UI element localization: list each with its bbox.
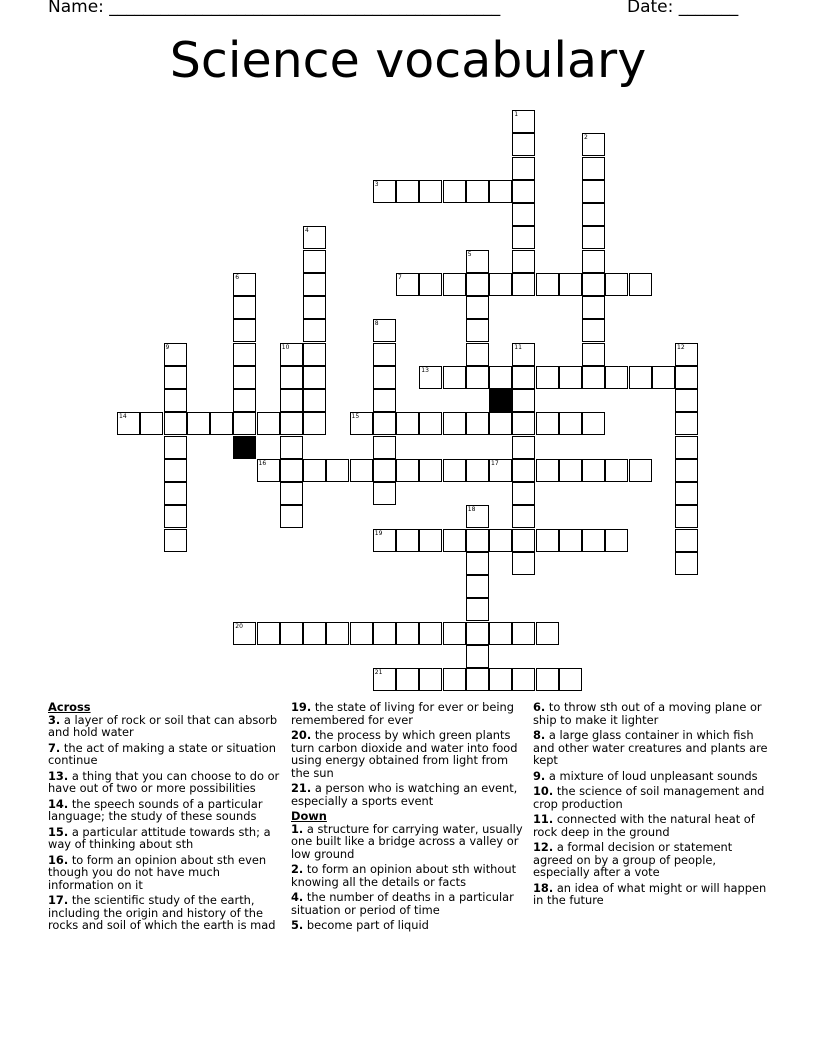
grid-cell[interactable] [582,273,605,296]
across-clue [48,798,284,823]
grid-cell[interactable] [559,273,582,296]
grid-cell[interactable] [675,343,698,366]
across-clue [48,826,284,851]
grid-cell[interactable] [512,133,535,156]
clue-text: the speech sounds of a particular language; the study of these sounds [48,796,263,823]
grid-cell[interactable] [466,319,489,342]
clue-text: the act of making a state or situation continue [48,740,276,767]
grid-cell[interactable] [164,343,187,366]
grid-cell[interactable] [466,273,489,296]
grid-cell[interactable] [466,645,489,668]
clue-text: a structure for carrying water, usually one built like a bridge across a valley or low ground [291,821,523,861]
grid-cell[interactable] [512,203,535,226]
grid-cell[interactable] [350,459,373,482]
grid-cell[interactable] [652,366,675,389]
grid-cell[interactable] [582,250,605,273]
grid-cell[interactable] [140,412,163,435]
grid-cell[interactable] [675,505,698,528]
clue-num: 8. [533,728,546,742]
grid-cell[interactable] [419,668,442,691]
grid-cell[interactable] [629,366,652,389]
grid-cell[interactable] [280,343,303,366]
grid-cell[interactable] [303,319,326,342]
grid-cell[interactable] [582,412,605,435]
down-clue [291,863,527,888]
grid-cell[interactable] [373,366,396,389]
grid-cell[interactable] [605,459,628,482]
grid-cell[interactable] [303,459,326,482]
grid-cell[interactable] [164,436,187,459]
grid-cell[interactable] [233,296,256,319]
grid-cell[interactable] [164,366,187,389]
grid-cell[interactable] [559,412,582,435]
grid-cell[interactable] [164,482,187,505]
grid-cell[interactable] [489,180,512,203]
grid-cell[interactable] [396,459,419,482]
grid-cell[interactable] [396,273,419,296]
clue-num: 11. [533,812,554,826]
grid-cell[interactable] [164,389,187,412]
clue-num: 21. [291,781,312,795]
clue-num: 15. [48,824,69,839]
clue-number: 8 [374,320,379,328]
down-clue [533,785,769,810]
grid-cell[interactable] [605,529,628,552]
clue-number: 11 [514,343,522,351]
grid-cell[interactable] [303,273,326,296]
grid-cell[interactable] [582,296,605,319]
grid-cell[interactable] [605,366,628,389]
clue-number: 17 [491,459,499,467]
clue-text: a thing that you can choose to do or have out of two or more possibilities [48,768,280,795]
clue-num: 1. [291,821,304,836]
grid-cell[interactable] [373,668,396,691]
grid-cell[interactable] [164,459,187,482]
grid-cell[interactable] [536,459,559,482]
across-clue [48,770,284,795]
grid-cell[interactable] [233,622,256,645]
grid-cell[interactable] [512,250,535,273]
clue-num: 16. [48,852,69,867]
grid-cell[interactable] [512,110,535,133]
grid-cell[interactable] [582,319,605,342]
grid-cell[interactable] [512,459,535,482]
grid-cell[interactable] [280,505,303,528]
grid-cell[interactable] [303,389,326,412]
grid-cell[interactable] [675,389,698,412]
grid-cell[interactable] [164,412,187,435]
grid-cell[interactable] [443,180,466,203]
grid-cell[interactable] [675,529,698,552]
clue-number: 14 [119,413,127,421]
grid-cell[interactable] [373,319,396,342]
grid-cell[interactable] [512,343,535,366]
grid-cell[interactable] [443,366,466,389]
grid-cell[interactable] [117,412,140,435]
grid-cell[interactable] [466,668,489,691]
black-square [489,389,512,412]
name-blank[interactable]: ______________________________________________ [109,0,501,17]
clue-text: the science of soil management and crop production [533,784,765,811]
grid-cell[interactable] [489,622,512,645]
grid-cell[interactable] [396,529,419,552]
grid-cell[interactable] [512,482,535,505]
grid-cell[interactable] [512,668,535,691]
clue-text: to throw sth out of a moving plane or ship to make it lighter [533,700,762,727]
clue-text: the state of living for ever or being remembered for ever [291,700,514,727]
grid-cell[interactable] [582,459,605,482]
grid-cell[interactable] [466,575,489,598]
grid-cell[interactable] [303,296,326,319]
grid-cell[interactable] [373,482,396,505]
grid-cell[interactable] [419,412,442,435]
clue-section-heading: Across [48,700,91,714]
down-clue [291,823,527,861]
down-clue [291,919,527,932]
grid-cell[interactable] [303,343,326,366]
grid-cell[interactable] [466,459,489,482]
grid-cell[interactable] [536,366,559,389]
across-clue [291,701,527,726]
grid-cell[interactable] [582,529,605,552]
grid-cell[interactable] [257,622,280,645]
grid-cell[interactable] [466,622,489,645]
grid-cell[interactable] [303,366,326,389]
across-clue [48,854,284,892]
name-label: Name: [48,0,104,17]
grid-cell[interactable] [512,157,535,180]
page-title: Science vocabulary [169,32,647,89]
down-clue [533,882,769,907]
grid-cell[interactable] [512,552,535,575]
grid-cell[interactable] [466,250,489,273]
grid-cell[interactable] [559,459,582,482]
clue-number: 10 [281,343,290,351]
grid-cell[interactable] [419,273,442,296]
across-clue [48,742,284,767]
grid-cell[interactable] [605,273,628,296]
grid-cell[interactable] [396,180,419,203]
down-clue [533,841,769,879]
clue-text: a mixture of loud unpleasant sounds [548,768,758,783]
clue-number: 2 [584,134,588,142]
grid-cell[interactable] [280,622,303,645]
grid-cell[interactable] [489,529,512,552]
grid-cell[interactable] [280,482,303,505]
grid-cell[interactable] [512,622,535,645]
grid-cell[interactable] [443,412,466,435]
clue-text: a layer of rock or soil that can absorb and hold water [48,712,278,739]
down-clue [533,729,769,767]
grid-cell[interactable] [373,180,396,203]
grid-cell[interactable] [233,366,256,389]
grid-cell[interactable] [559,366,582,389]
grid-cell[interactable] [466,296,489,319]
grid-cell[interactable] [326,459,349,482]
black-square [233,436,256,459]
grid-cell[interactable] [466,412,489,435]
grid-cell[interactable] [466,529,489,552]
grid-cell[interactable] [373,622,396,645]
date-blank[interactable]: _______ [678,0,739,17]
grid-cell[interactable] [512,273,535,296]
clue-num: 7. [48,740,61,755]
clue-num: 13. [48,768,69,783]
grid-cell[interactable] [466,180,489,203]
grid-cell[interactable] [326,622,349,645]
clue-column-3 [533,701,769,910]
grid-cell[interactable] [233,273,256,296]
grid-cell[interactable] [443,622,466,645]
grid-cell[interactable] [536,529,559,552]
date-label: Date: [627,0,674,17]
grid-cell[interactable] [675,552,698,575]
clue-num: 9. [533,768,546,783]
clue-number: 15 [351,413,360,421]
grid-cell[interactable] [512,180,535,203]
grid-cell[interactable] [419,366,442,389]
grid-cell[interactable] [536,412,559,435]
grid-cell[interactable] [675,412,698,435]
clue-text: become part of liquid [306,918,429,932]
grid-cell[interactable] [512,529,535,552]
clue-text: a particular attitude towards sth; a way of thinking about sth [48,824,271,851]
clue-text: a large glass container in which fish and other water creatures and plants are kept [533,728,768,767]
grid-cell[interactable] [233,319,256,342]
clue-text: to form an opinion about sth even though you do not have much information on it [48,852,267,892]
clue-text: a formal decision or statement agreed on by a group of people, especially after a vote [533,840,733,879]
grid-cell[interactable] [559,529,582,552]
clue-num: 10. [533,784,554,798]
grid-cell[interactable] [582,203,605,226]
grid-cell[interactable] [257,412,280,435]
grid-cell[interactable] [373,436,396,459]
clue-num: 3. [48,712,61,727]
grid-cell[interactable] [466,343,489,366]
clue-number: 3 [374,180,379,188]
down-clue [533,813,769,838]
clue-text: the number of deaths in a particular situation or period of time [291,890,514,917]
grid-cell[interactable] [489,366,512,389]
grid-cell[interactable] [675,482,698,505]
clue-section-heading: Down [291,809,327,823]
down-clue [533,701,769,726]
clue-column-1 [48,701,284,935]
clue-number: 21 [374,669,383,676]
grid-cell[interactable] [233,389,256,412]
grid-cell[interactable] [512,412,535,435]
grid-cell[interactable] [396,622,419,645]
grid-cell[interactable] [582,157,605,180]
clue-num: 20. [291,728,312,742]
grid-cell[interactable] [489,459,512,482]
clue-text: to form an opinion about sth without knowing all the details or facts [291,862,517,889]
grid-cell[interactable] [257,459,280,482]
clue-num: 4. [291,890,304,904]
grid-cell[interactable] [466,505,489,528]
grid-cell[interactable] [512,436,535,459]
clue-number: 1 [514,111,519,118]
grid-cell[interactable] [280,389,303,412]
grid-cell[interactable] [164,505,187,528]
grid-cell[interactable] [303,226,326,249]
clue-num: 18. [533,880,554,895]
grid-cell[interactable] [233,412,256,435]
grid-cell[interactable] [489,273,512,296]
grid-cell[interactable] [582,366,605,389]
grid-cell[interactable] [280,459,303,482]
grid-cell[interactable] [373,412,396,435]
clue-number: 6 [235,273,240,281]
grid-cell[interactable] [396,668,419,691]
across-clue [48,894,284,932]
grid-cell[interactable] [419,180,442,203]
clue-number: 19 [374,529,383,537]
grid-cell[interactable] [582,343,605,366]
clue-number: 9 [165,343,170,351]
clue-number: 16 [258,459,267,467]
clue-number: 18 [467,506,476,514]
grid-cell[interactable] [280,436,303,459]
grid-cell[interactable] [512,389,535,412]
clue-text: the process by which green plants turn carbon dioxide and water into food using energy obtained from light from the sun [291,728,518,780]
grid-cell[interactable] [512,505,535,528]
grid-cell[interactable] [373,389,396,412]
grid-cell[interactable] [582,180,605,203]
grid-cell[interactable] [233,343,256,366]
across-clue [291,729,527,779]
grid-cell[interactable] [489,412,512,435]
grid-cell[interactable] [536,273,559,296]
grid-cell[interactable] [303,250,326,273]
clue-number: 20 [235,622,243,630]
clue-text: connected with the natural heat of rock deep in the ground [533,812,755,839]
grid-cell[interactable] [350,412,373,435]
clue-number: 12 [677,343,685,351]
grid-cell[interactable] [210,412,233,435]
grid-cell[interactable] [466,366,489,389]
grid-cell[interactable] [373,343,396,366]
grid-cell[interactable] [280,412,303,435]
grid-cell[interactable] [675,459,698,482]
down-clue [533,770,769,783]
grid-cell[interactable] [629,273,652,296]
grid-cell[interactable] [164,529,187,552]
clue-text: a person who is watching an event, especially a sports event [291,781,518,808]
clue-number: 7 [398,273,402,281]
grid-cell[interactable] [582,226,605,249]
clue-number: 13 [421,366,429,374]
grid-cell[interactable] [489,668,512,691]
grid-cell[interactable] [443,668,466,691]
grid-cell[interactable] [303,622,326,645]
across-clue [48,714,284,739]
grid-cell[interactable] [512,366,535,389]
clue-column-2 [291,701,527,935]
grid-cell[interactable] [512,226,535,249]
clue-number: 4 [305,227,309,235]
grid-cell[interactable] [536,622,559,645]
grid-cell[interactable] [675,436,698,459]
grid-cell[interactable] [559,668,582,691]
clue-num: 5. [291,918,304,932]
grid-cell[interactable] [419,529,442,552]
grid-cell[interactable] [629,459,652,482]
grid-cell[interactable] [466,552,489,575]
down-clue [291,891,527,916]
grid-cell[interactable] [373,529,396,552]
grid-cell[interactable] [419,622,442,645]
grid-cell[interactable] [443,273,466,296]
clue-text: an idea of what might or will happen in the future [533,880,767,907]
grid-cell[interactable] [280,366,303,389]
grid-cell[interactable] [582,133,605,156]
grid-cell[interactable] [466,598,489,621]
grid-cell[interactable] [443,459,466,482]
grid-cell[interactable] [396,412,419,435]
grid-cell[interactable] [350,622,373,645]
clue-number: 5 [467,250,472,258]
clue-num: 19. [291,700,312,714]
clue-num: 12. [533,840,554,854]
across-clue [291,782,527,807]
clue-num: 2. [291,862,304,876]
clue-num: 14. [48,796,69,811]
grid-cell[interactable] [419,459,442,482]
grid-cell[interactable] [373,459,396,482]
grid-cell[interactable] [675,366,698,389]
grid-cell[interactable] [443,529,466,552]
clue-num: 17. [48,893,69,907]
clue-text: the scientific study of the earth, including the origin and history of the rocks and soil of which the earth is mad [48,893,276,932]
grid-cell[interactable] [536,668,559,691]
grid-cell[interactable] [303,412,326,435]
grid-cell[interactable] [187,412,210,435]
clue-num: 6. [533,700,546,714]
